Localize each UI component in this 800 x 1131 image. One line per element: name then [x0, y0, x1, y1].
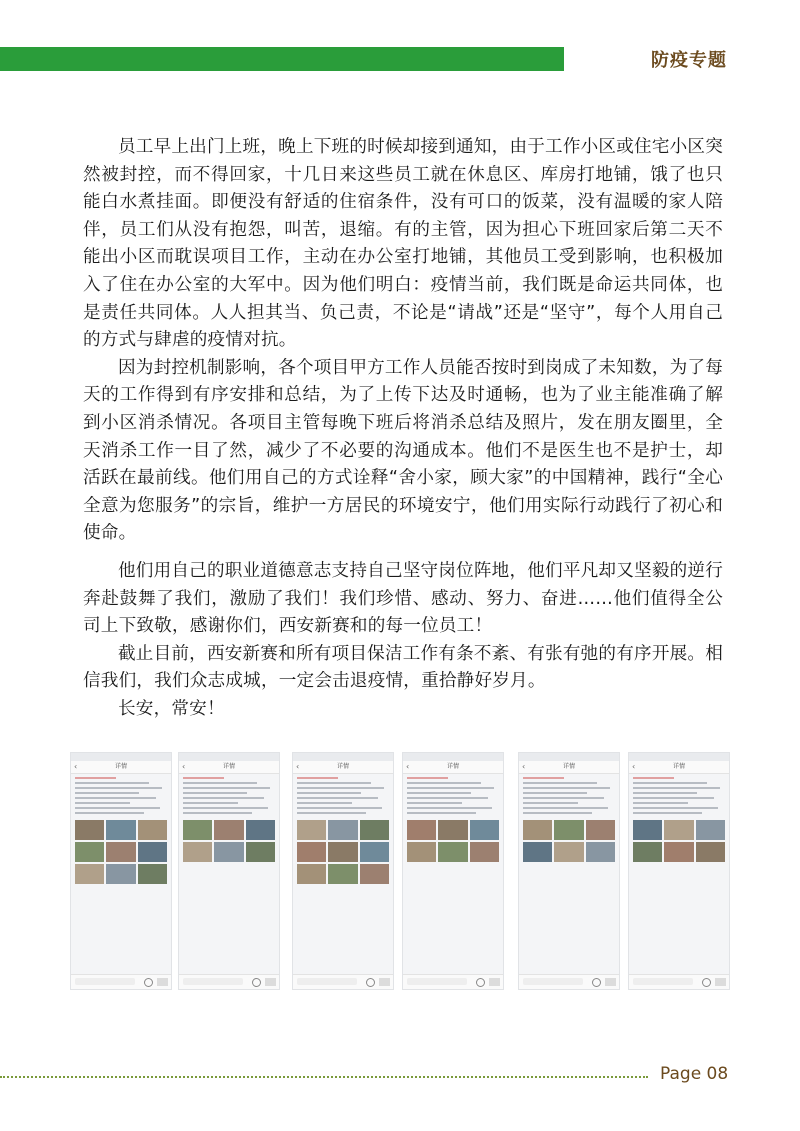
- screenshot-header: 详情: [519, 761, 619, 774]
- comment-field: [633, 978, 693, 985]
- photo-thumbnail: [246, 842, 275, 862]
- comment-bar: [629, 974, 729, 989]
- photo-thumbnail: [470, 842, 499, 862]
- footer-divider: [0, 1076, 648, 1078]
- photo-thumbnail: [633, 820, 662, 840]
- phone-screenshot: [518, 752, 620, 990]
- emoji-icon: [702, 978, 711, 987]
- send-button: [715, 978, 726, 986]
- photo-thumbnail: [407, 842, 436, 862]
- screenshot-header: 详情: [71, 761, 171, 774]
- send-button: [379, 978, 390, 986]
- paragraph: 员工早上出门上班，晚上下班的时候却接到通知，由于工作小区或住宅小区突然被封控，而不得回家，十几日来这些员工就在休息区、库房打地铺，饿了也只能白水煮挂面。即便没有舒适的住宿条件，没有可口的饭菜，没有温暖的家人陪伴，员工们从没有抱怨，叫苦，退缩。有的主管，因为担心下班回家后第二天不能出小区而耽误项目工作，主动在办公室打地铺，其他员工受到影响，也积极加入了住在办公室的大军中。因为他们明白：疫情当前，我们既是命运共同体，也是责任共同体。人人担其当、负己责，不论是“请战”还是“坚守”，每个人用自己的方式与肆虐的疫情对抗。: [83, 137, 723, 351]
- comment-field: [183, 978, 243, 985]
- screenshot-header: 详情: [293, 761, 393, 774]
- photo-thumbnail: [183, 842, 212, 862]
- photo-thumbnail: [438, 820, 467, 840]
- status-bar: [179, 753, 279, 761]
- photo-thumbnail: [328, 842, 357, 862]
- status-bar: [293, 753, 393, 761]
- photo-thumbnail: [407, 820, 436, 840]
- emoji-icon: [592, 978, 601, 987]
- chevron-left-icon: ‹: [296, 762, 300, 771]
- photo-thumbnail: [360, 820, 389, 840]
- photo-thumbnail: [246, 820, 275, 840]
- screenshot-header: 详情: [629, 761, 729, 774]
- photo-thumbnail: [328, 864, 357, 884]
- photo-thumbnail: [586, 842, 615, 862]
- photo-thumbnail: [214, 820, 243, 840]
- comment-bar: [519, 974, 619, 989]
- emoji-icon: [476, 978, 485, 987]
- send-button: [489, 978, 500, 986]
- status-bar: [629, 753, 729, 761]
- emoji-icon: [144, 978, 153, 987]
- photo-thumbnail: [664, 820, 693, 840]
- comment-bar: [179, 974, 279, 989]
- photo-thumbnail: [183, 820, 212, 840]
- photo-thumbnail: [554, 820, 583, 840]
- phone-screenshot: [628, 752, 730, 990]
- chevron-left-icon: ‹: [406, 762, 410, 771]
- photo-thumbnail: [297, 820, 326, 840]
- send-button: [265, 978, 276, 986]
- screenshot-header: 详情: [403, 761, 503, 774]
- photo-thumbnail: [360, 864, 389, 884]
- phone-screenshot: [70, 752, 172, 990]
- emoji-icon: [366, 978, 375, 987]
- paragraph: 截止目前，西安新赛和所有项目保洁工作有条不紊、有张有弛的有序开展。相信我们，我们众志成城，一定会击退疫情，重拾静好岁月。: [83, 643, 723, 692]
- photo-grid: [403, 817, 503, 865]
- photo-thumbnail: [523, 820, 552, 840]
- chevron-left-icon: ‹: [522, 762, 526, 771]
- photo-thumbnail: [297, 842, 326, 862]
- photo-thumbnail: [214, 842, 243, 862]
- photo-thumbnail: [75, 864, 104, 884]
- photo-thumbnail: [438, 842, 467, 862]
- section-title: 防疫专题: [651, 50, 727, 71]
- chevron-left-icon: ‹: [632, 762, 636, 771]
- status-bar: [71, 753, 171, 761]
- post-text: [629, 774, 729, 814]
- photo-grid: [293, 817, 393, 887]
- chevron-left-icon: ‹: [182, 762, 186, 771]
- post-text: [403, 774, 503, 814]
- emoji-icon: [252, 978, 261, 987]
- article-body: [83, 134, 723, 723]
- phone-screenshot: [292, 752, 394, 990]
- phone-screenshot: [402, 752, 504, 990]
- comment-field: [523, 978, 583, 985]
- send-button: [605, 978, 616, 986]
- chevron-left-icon: ‹: [74, 762, 78, 771]
- paragraph: 因为封控机制影响，各个项目甲方工作人员能否按时到岗成了未知数，为了每天的工作得到有序安排和总结，为了上传下达及时通畅，也为了业主能准确了解到小区消杀情况。各项目主管每晚下班后将消杀总结及照片，发在朋友圈里，全天消杀工作一目了然，减少了不必要的沟通成本。他们不是医生也不是护士，却活跃在最前线。他们用自己的方式诠释“舍小家，顾大家”的中国精神，践行“全心全意为您服务”的宗旨，维护一方居民的环境安宁，他们用实际行动践行了初心和使命。: [83, 357, 723, 544]
- comment-field: [407, 978, 467, 985]
- photo-thumbnail: [138, 842, 167, 862]
- photo-thumbnail: [75, 820, 104, 840]
- photo-thumbnail: [696, 820, 725, 840]
- send-button: [157, 978, 168, 986]
- photo-thumbnail: [138, 864, 167, 884]
- photo-thumbnail: [328, 820, 357, 840]
- photo-grid: [71, 817, 171, 887]
- post-text: [179, 774, 279, 814]
- photo-grid: [629, 817, 729, 865]
- photo-thumbnail: [554, 842, 583, 862]
- photo-thumbnail: [106, 864, 135, 884]
- comment-field: [297, 978, 357, 985]
- photo-thumbnail: [696, 842, 725, 862]
- status-bar: [519, 753, 619, 761]
- photo-grid: [179, 817, 279, 865]
- comment-bar: [71, 974, 171, 989]
- photo-thumbnail: [106, 842, 135, 862]
- status-bar: [403, 753, 503, 761]
- comment-field: [75, 978, 135, 985]
- paragraph: 长安，常安！: [118, 698, 225, 719]
- photo-grid: [519, 817, 619, 865]
- paragraph: 他们用自己的职业道德意志支持自己坚守岗位阵地，他们平凡却又坚毅的逆行奔赴鼓舞了我们，激励了我们！我们珍惜、感动、努力、奋进……他们值得全公司上下致敬，感谢你们，西安新赛和的每一位员工！: [83, 560, 723, 637]
- photo-thumbnail: [297, 864, 326, 884]
- photo-thumbnail: [138, 820, 167, 840]
- phone-screenshot: [178, 752, 280, 990]
- photo-thumbnail: [106, 820, 135, 840]
- post-text: [71, 774, 171, 814]
- photo-thumbnail: [633, 842, 662, 862]
- post-text: [293, 774, 393, 814]
- post-text: [519, 774, 619, 814]
- comment-bar: [403, 974, 503, 989]
- photo-thumbnail: [75, 842, 104, 862]
- comment-bar: [293, 974, 393, 989]
- page-number: Page 08: [660, 1064, 729, 1084]
- photo-thumbnail: [470, 820, 499, 840]
- header-accent-bar: [0, 47, 564, 71]
- photo-thumbnail: [360, 842, 389, 862]
- photo-thumbnail: [586, 820, 615, 840]
- photo-thumbnail: [664, 842, 693, 862]
- wechat-screenshot-strip: [70, 752, 735, 990]
- screenshot-header: 详情: [179, 761, 279, 774]
- photo-thumbnail: [523, 842, 552, 862]
